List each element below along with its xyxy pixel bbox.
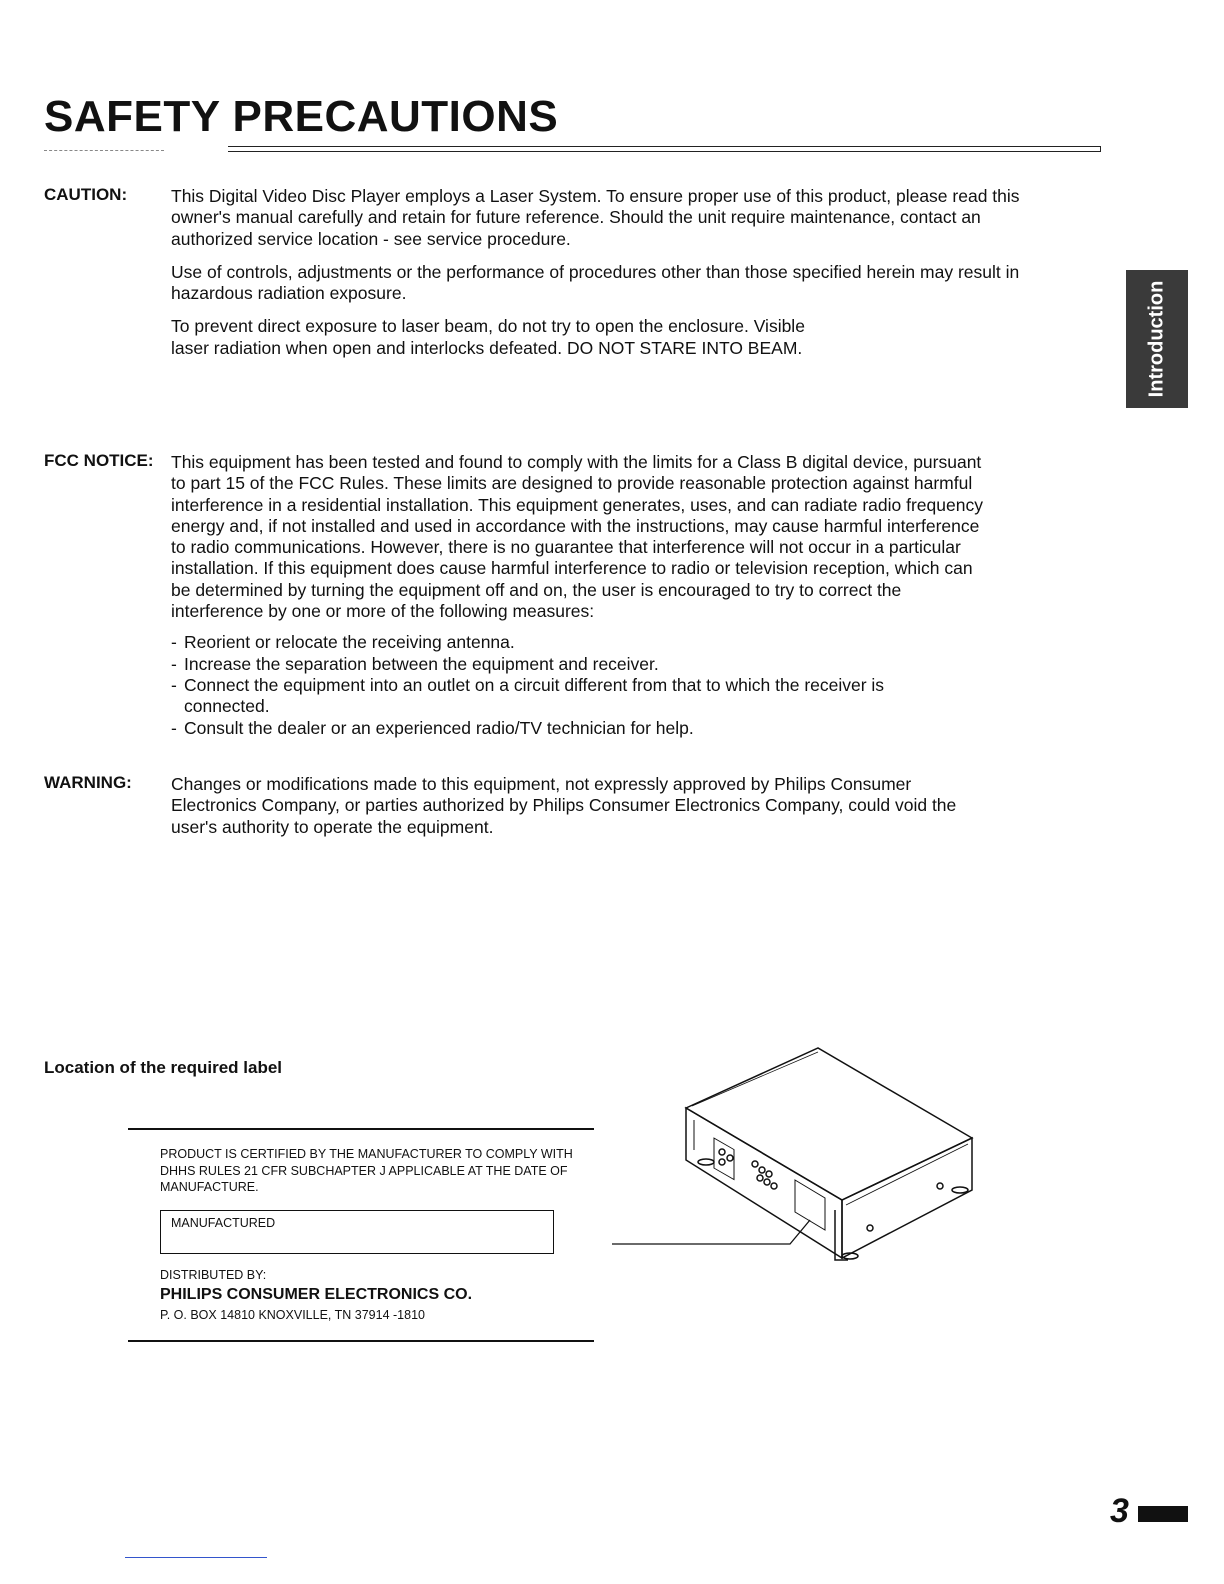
warning-body bbox=[171, 774, 979, 838]
page-number: 3 bbox=[1110, 1492, 1129, 1530]
caution-paragraph-2: Use of controls, adjustments or the performance of procedures other than those specified herein may result in hazardous radiation exposure. bbox=[171, 261, 1020, 304]
list-item: - Connect the equipment into an outlet on a circuit different from that to which the receiver is connected. bbox=[171, 675, 944, 718]
section-tab-label: Introduction bbox=[1145, 280, 1168, 398]
company-name: PHILIPS CONSUMER ELECTRONICS CO. bbox=[160, 1286, 473, 1303]
device-side-face bbox=[842, 1138, 972, 1258]
manufactured-text: MANUFACTURED bbox=[171, 1216, 276, 1230]
device-top-face bbox=[686, 1048, 972, 1200]
distributed-by-text: DISTRIBUTED BY: bbox=[160, 1268, 267, 1282]
title-underline-dashed bbox=[44, 150, 164, 151]
fcc-measures-list bbox=[171, 632, 983, 738]
certification-label bbox=[128, 1128, 594, 1342]
list-item: - Consult the dealer or an experienced radio/TV technician for help. bbox=[171, 718, 983, 739]
caution-paragraph-3: To prevent direct exposure to laser beam, do not try to open the enclosure. Visible laser radiation when open and interlocks defeated. DO NOT STARE INTO BEAM. bbox=[171, 316, 805, 358]
certification-text: PRODUCT IS CERTIFIED BY THE MANUFACTURER TO COMPLY WITH DHHS RULES 21 CFR SUBCHAPTER J APPLICABLE AT THE DATE OF MANUFACTURE. bbox=[160, 1147, 573, 1194]
page-title: SAFETY PRECAUTIONS bbox=[44, 92, 559, 141]
footer-rule bbox=[125, 1557, 267, 1558]
caution-paragraph-1: This Digital Video Disc Player employs a Laser System. To ensure proper use of this product, please read this owner's manual carefully and retain for future reference. Should the unit require maintenance, contact an authorized service location - see service procedure. bbox=[171, 186, 1020, 249]
fcc-notice-label: FCC NOTICE: bbox=[44, 451, 154, 470]
page-number-bar bbox=[1138, 1506, 1188, 1522]
list-item: - Increase the separation between the equipment and receiver. bbox=[171, 654, 983, 675]
fcc-notice-paragraph: This equipment has been tested and found to comply with the limits for a Class B digital device, pursuant to part 15 of the FCC Rules. These limits are designed to provide reasonable protection against harmful interference in a residential installation. This equipment generates, uses, and can radiate radio frequency energy and, if not installed and used in accordance with the instructions, may cause harmful interference to radio communications. However, there is no guarantee that interference will not occur in a particular installation. If this equipment does cause harmful interference to radio or television reception, which can be determined by turning the equipment off and on, the user is encouraged to try to correct the interference by one or more of the following measures: bbox=[171, 452, 983, 622]
caution-label: CAUTION: bbox=[44, 185, 128, 204]
section-tab-introduction[interactable] bbox=[1126, 270, 1188, 408]
warning-paragraph: Changes or modifications made to this equipment, not expressly approved by Philips Consumer Electronics Company, or parties authorized by Philips Consumer Electronics Company, could void the user's authority to operate the equipment. bbox=[171, 774, 957, 837]
caution-body bbox=[171, 186, 1061, 359]
warning-label: WARNING: bbox=[44, 773, 132, 792]
list-item: - Reorient or relocate the receiving antenna. bbox=[171, 632, 983, 653]
dvd-player-illustration bbox=[610, 1040, 990, 1270]
fcc-notice-body bbox=[171, 452, 983, 739]
company-address: P. O. BOX 14810 KNOXVILLE, TN 37914 -1810 bbox=[160, 1308, 425, 1322]
manufactured-box bbox=[160, 1210, 554, 1254]
label-location-heading: Location of the required label bbox=[44, 1058, 283, 1077]
title-underline bbox=[228, 146, 1101, 152]
